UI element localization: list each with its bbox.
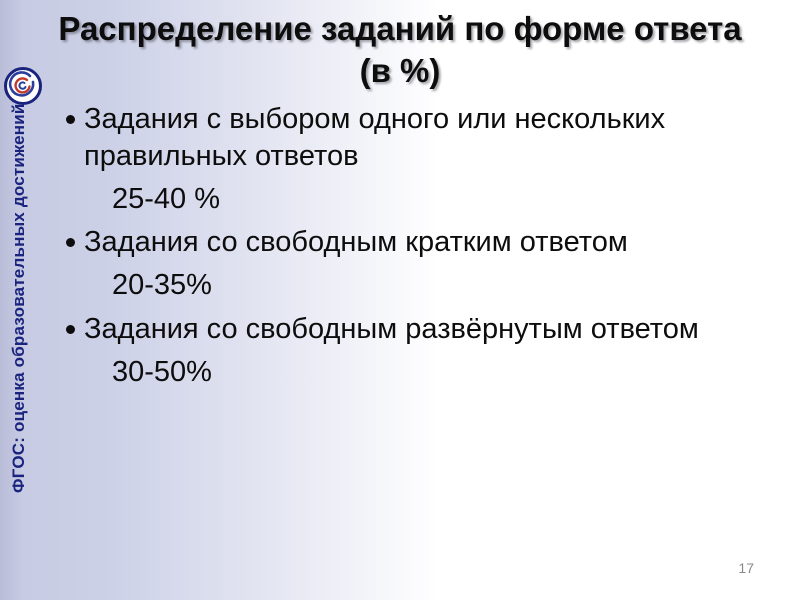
bullet-list [64, 101, 724, 397]
sidebar-vertical-caption: ФГОС: оценка образовательных достижений [9, 103, 28, 493]
bullet-text: Задания с выбором одного или нескольких правильных ответов [84, 103, 666, 173]
bullet-value: 20-35% [112, 269, 212, 302]
bullet-dot-icon [66, 238, 75, 247]
list-item [64, 101, 724, 218]
bullet-text: Задания со свободным кратким ответом [84, 226, 628, 259]
bullet-text: Задания со свободным развёрнутым ответом [84, 312, 699, 345]
bullet-value: 25-40 % [112, 183, 221, 216]
bullet-line [64, 224, 724, 261]
bullet-line [64, 311, 724, 348]
bullet-dot-icon [66, 115, 75, 124]
page-number: 17 [738, 560, 754, 576]
page-title: Распределение заданий по форме ответа (в %) [58, 10, 742, 90]
bullet-value: 30-50% [112, 355, 212, 388]
list-item [64, 224, 724, 304]
bullet-line [64, 101, 724, 175]
spiral-emblem-icon [3, 66, 43, 106]
bullet-dot-icon [66, 325, 75, 334]
list-item [64, 311, 724, 391]
